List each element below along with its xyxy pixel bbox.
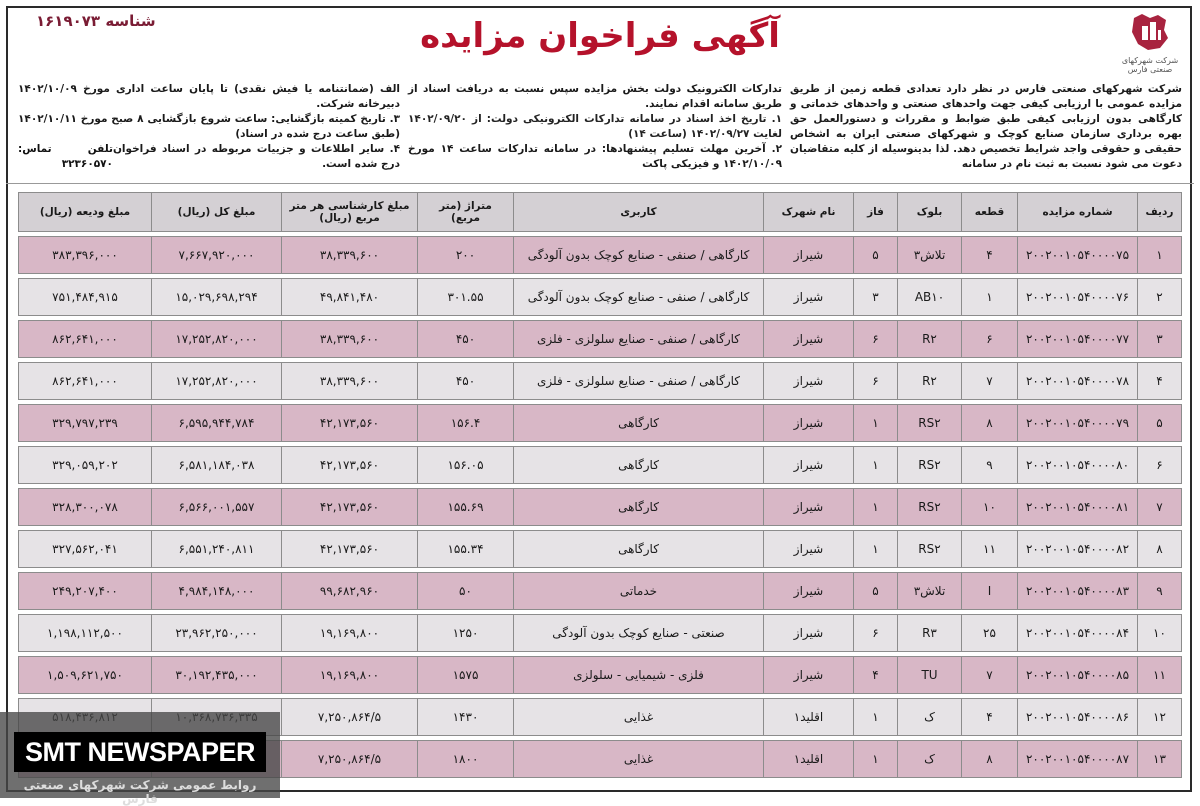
table-cell: ۶ <box>854 320 898 358</box>
table-cell: R۲ <box>898 362 962 400</box>
table-cell: شیراز <box>764 404 854 442</box>
table-cell: ۲۰۰۲۰۰۱۰۵۴۰۰۰۰۸۱ <box>1018 488 1138 526</box>
table-cell: ۶ <box>1138 446 1182 484</box>
table-cell: ۲۰۰۲۰۰۱۰۵۴۰۰۰۰۷۷ <box>1018 320 1138 358</box>
table-cell: ۴۵۰ <box>418 362 514 400</box>
column-header: مبلغ کل (ریال) <box>152 192 282 232</box>
table-row <box>18 446 1182 484</box>
table-cell: ۶ <box>962 320 1018 358</box>
table-cell: ک <box>898 698 962 736</box>
table-row <box>18 362 1182 400</box>
table-cell: ۴۲,۱۷۳,۵۶۰ <box>282 404 418 442</box>
table-cell: ۲۰۰۲۰۰۱۰۵۴۰۰۰۰۸۰ <box>1018 446 1138 484</box>
table-cell: ۹ <box>962 446 1018 484</box>
table-cell: ۲۳,۹۶۲,۲۵۰,۰۰۰ <box>152 614 282 652</box>
table-cell: ۴,۹۸۴,۱۴۸,۰۰۰ <box>152 572 282 610</box>
table-cell: ۱,۱۹۸,۱۱۲,۵۰۰ <box>18 614 152 652</box>
divider <box>6 183 1194 184</box>
intro-details <box>18 82 400 172</box>
table-cell: RS۲ <box>898 446 962 484</box>
table-cell: خدماتی <box>514 572 764 610</box>
table-cell: شیراز <box>764 446 854 484</box>
column-header: کاربری <box>514 192 764 232</box>
table-cell: R۲ <box>898 320 962 358</box>
column-header: مبلغ ودیعه (ریال) <box>18 192 152 232</box>
table-cell: ۱ <box>854 488 898 526</box>
table-cell: ۵ <box>1138 404 1182 442</box>
table-cell: ۶,۵۸۱,۱۸۴,۰۳۸ <box>152 446 282 484</box>
table-cell: ۱۱ <box>1138 656 1182 694</box>
column-header: فاز <box>854 192 898 232</box>
table-cell: ۴ <box>854 656 898 694</box>
table-cell: کارگاهی / صنفی - صنایع کوچک بدون آلودگی <box>514 236 764 274</box>
table-body <box>18 236 1182 778</box>
table-cell: ۱۵۵.۶۹ <box>418 488 514 526</box>
table-cell: شیراز <box>764 320 854 358</box>
table-row <box>18 488 1182 526</box>
table-row <box>18 530 1182 568</box>
table-cell: ۱,۵۰۹,۶۲۱,۷۵۰ <box>18 656 152 694</box>
table-cell: ۱۴۳۰ <box>418 698 514 736</box>
logo-icon <box>1128 10 1172 54</box>
table-cell: شیراز <box>764 530 854 568</box>
table-cell: ۸۶۲,۶۴۱,۰۰۰ <box>18 362 152 400</box>
table-cell: ۴۲,۱۷۳,۵۶۰ <box>282 488 418 526</box>
table-cell: ۸ <box>1138 530 1182 568</box>
table-cell: کارگاهی <box>514 530 764 568</box>
table-cell: ۱۵,۰۲۹,۶۹۸,۲۹۴ <box>152 278 282 316</box>
table-cell: ۱۱ <box>962 530 1018 568</box>
table-cell: ۳۲۸,۳۰۰,۰۷۸ <box>18 488 152 526</box>
table-cell: ۱ <box>1138 236 1182 274</box>
table-cell: تلاش۳ <box>898 572 962 610</box>
table-cell: ۱۸۰۰ <box>418 740 514 778</box>
column-header: نام شهرک <box>764 192 854 232</box>
table-cell: ۷,۲۵۰,۸۶۴/۵ <box>282 698 418 736</box>
intro-dates <box>408 82 782 172</box>
table-cell: RS۲ <box>898 404 962 442</box>
table-cell: ۴ <box>1138 362 1182 400</box>
page-title: آگهی فراخوان مزایده <box>420 16 780 56</box>
table-cell: R۳ <box>898 614 962 652</box>
table-cell: ۳۲۷,۵۶۲,۰۴۱ <box>18 530 152 568</box>
table-cell: ک <box>898 740 962 778</box>
table-row <box>18 278 1182 316</box>
column-header: بلوک <box>898 192 962 232</box>
table-cell: کارگاهی / صنفی - صنایع کوچک بدون آلودگی <box>514 278 764 316</box>
table-cell: کارگاهی / صنفی - صنایع سلولزی - فلزی <box>514 362 764 400</box>
table-cell: ۶ <box>854 362 898 400</box>
table-cell: ۲۰۰۲۰۰۱۰۵۴۰۰۰۰۷۸ <box>1018 362 1138 400</box>
table-cell: ۱۰ <box>1138 614 1182 652</box>
table-cell: اقلید۱ <box>764 740 854 778</box>
table-cell: ۳۸,۳۳۹,۶۰۰ <box>282 236 418 274</box>
table-cell: ۱۵۶.۴ <box>418 404 514 442</box>
table-cell: شیراز <box>764 614 854 652</box>
table-cell: ۷,۲۵۰,۸۶۴/۵ <box>282 740 418 778</box>
table-cell: ۲۰۰۲۰۰۱۰۵۴۰۰۰۰۷۶ <box>1018 278 1138 316</box>
table-cell: ۱۲ <box>1138 698 1182 736</box>
logo-caption: شرکت شهرکهای صنعتی فارس <box>1121 56 1179 74</box>
table-cell: شیراز <box>764 572 854 610</box>
table-cell: ۲۰۰۲۰۰۱۰۵۴۰۰۰۰۸۲ <box>1018 530 1138 568</box>
table-cell: ۱ <box>854 404 898 442</box>
table-cell: ۳۸۳,۳۹۶,۰۰۰ <box>18 236 152 274</box>
watermark <box>0 712 280 806</box>
table-cell: ۸۶۲,۶۴۱,۰۰۰ <box>18 320 152 358</box>
intro-text-3b: ۳. تاریخ کمیته بازگشایی: ساعت شروع بازگشایی ۸ صبح مورخ ۱۴۰۲/۱۰/۱۱ (طبق ساعت درج شده در اسناد) <box>18 113 401 140</box>
table-cell: ۱۰ <box>962 488 1018 526</box>
table-cell: کارگاهی <box>514 446 764 484</box>
table-cell: ۱۵۷۵ <box>418 656 514 694</box>
table-cell: ۹۹,۶۸۲,۹۶۰ <box>282 572 418 610</box>
table-cell: ۲۰۰۲۰۰۱۰۵۴۰۰۰۰۸۴ <box>1018 614 1138 652</box>
table-cell: ۳۲۹,۰۵۹,۲۰۲ <box>18 446 152 484</box>
intro-text-3a: الف (ضمانتنامه یا فیش نقدی) تا پایان ساعت اداری مورخ ۱۴۰۲/۱۰/۰۹ دبیرخانه شرکت. <box>18 83 400 110</box>
table-cell: ۸ <box>962 404 1018 442</box>
table-row <box>18 614 1182 652</box>
watermark-subtitle: روابط عمومی شرکت شهرکهای صنعتی فارس <box>23 778 257 806</box>
table-cell: ۱۷,۲۵۲,۸۲۰,۰۰۰ <box>152 320 282 358</box>
table-cell: ۲۰۰۲۰۰۱۰۵۴۰۰۰۰۸۶ <box>1018 698 1138 736</box>
table-cell: غذایی <box>514 698 764 736</box>
table-cell: ۳۰۱.۵۵ <box>418 278 514 316</box>
table-header <box>18 192 1182 232</box>
table-cell: ۳۲۹,۷۹۷,۲۳۹ <box>18 404 152 442</box>
table-cell: شیراز <box>764 278 854 316</box>
table-cell: ۱۷,۲۵۲,۸۲۰,۰۰۰ <box>152 362 282 400</box>
table-cell: صنعتی - صنایع کوچک بدون آلودگی <box>514 614 764 652</box>
table-row <box>18 236 1182 274</box>
table-cell: ۱ <box>854 446 898 484</box>
column-header: متراژ (متر مربع) <box>418 192 514 232</box>
table-cell: ۲۰۰۲۰۰۱۰۵۴۰۰۰۰۷۹ <box>1018 404 1138 442</box>
table-cell: کارگاهی <box>514 488 764 526</box>
table-cell: شیراز <box>764 488 854 526</box>
serial-number: شناسه ۱۶۱۹۰۷۳ <box>36 12 156 30</box>
table-cell: ۶,۵۶۶,۰۰۱,۵۵۷ <box>152 488 282 526</box>
table-cell: ۲۰۰۲۰۰۱۰۵۴۰۰۰۰۸۵ <box>1018 656 1138 694</box>
table-cell: ۶,۵۵۱,۲۴۰,۸۱۱ <box>152 530 282 568</box>
column-header: ردیف <box>1138 192 1182 232</box>
table-cell: ۹ <box>1138 572 1182 610</box>
table-cell: فلزی - شیمیایی - سلولزی <box>514 656 764 694</box>
table-cell: شیراز <box>764 236 854 274</box>
table-row <box>18 656 1182 694</box>
table-cell: RS۲ <box>898 488 962 526</box>
table-cell: TU <box>898 656 962 694</box>
table-cell: ۶ <box>854 614 898 652</box>
table-cell: ۳ <box>854 278 898 316</box>
company-logo <box>1120 10 1180 72</box>
table-cell: ۳۸,۳۳۹,۶۰۰ <box>282 362 418 400</box>
table-cell: ۳۰,۱۹۲,۴۳۵,۰۰۰ <box>152 656 282 694</box>
table-cell: I <box>962 572 1018 610</box>
table-row <box>18 404 1182 442</box>
table-cell: ۱ <box>854 698 898 736</box>
table-cell: ۲۰۰۲۰۰۱۰۵۴۰۰۰۰۸۳ <box>1018 572 1138 610</box>
table-cell: ۷ <box>1138 488 1182 526</box>
table-cell: ۱۹,۱۶۹,۸۰۰ <box>282 656 418 694</box>
auction-table <box>18 188 1182 782</box>
table-cell: ۳۸,۳۳۹,۶۰۰ <box>282 320 418 358</box>
table-cell: ۴ <box>962 698 1018 736</box>
table-cell: غذایی <box>514 740 764 778</box>
table-cell: ۱۹,۱۶۹,۸۰۰ <box>282 614 418 652</box>
intro-text-2a: تدارکات الکترونیک دولت بخش مزایده سپس نسبت به دریافت اسناد از طریق سامانه اقدام نمایند. <box>408 83 782 110</box>
column-header: مبلغ کارشناسی هر متر مربع (ریال) <box>282 192 418 232</box>
table-cell: ۷ <box>962 656 1018 694</box>
table-row <box>18 320 1182 358</box>
table-cell: ۴۲,۱۷۳,۵۶۰ <box>282 530 418 568</box>
table-cell: ۶,۵۹۵,۹۴۴,۷۸۴ <box>152 404 282 442</box>
column-header: شماره مزایده <box>1018 192 1138 232</box>
table-cell: ۸ <box>962 740 1018 778</box>
table-cell: ۱ <box>854 530 898 568</box>
table-cell: کارگاهی <box>514 404 764 442</box>
watermark-brand: SMT NEWSPAPER <box>14 732 266 772</box>
table-cell: شیراز <box>764 362 854 400</box>
table-cell: ۲۵ <box>962 614 1018 652</box>
intro-text-2c: ۲. آخرین مهلت تسلیم پیشنهادها: در سامانه تدارکات ساعت ۱۴ مورخ ۱۴۰۲/۱۰/۰۹ و فیزیکی پاکت <box>408 143 782 170</box>
table-cell: ۱۳ <box>1138 740 1182 778</box>
table-cell: کارگاهی / صنفی - صنایع سلولزی - فلزی <box>514 320 764 358</box>
table-cell: ۲ <box>1138 278 1182 316</box>
intro-paragraph <box>790 82 1182 172</box>
table-cell: ۴۵۰ <box>418 320 514 358</box>
intro-text-1: شرکت شهرکهای صنعتی فارس در نظر دارد تعدادی قطعه زمین از طریق مزایده عمومی با ارزیابی کیفی جهت واحدهای صنعتی و واحدهای خدماتی و کارگاهی بدون ارزیابی کیفی طبق ضوابط و مقررات و دستورالعمل حق بهره برداری سازمان صنایع کوچک و شهرکهای صنعتی ایران به اشخاص حقیقی و حقوقی واجد شرایط تخصیص دهد. لذا بدینوسیله از کلیه متقاضیان دعوت می شود نسبت به ثبت نام در سامانه <box>790 83 1182 170</box>
table-cell: ۵۰ <box>418 572 514 610</box>
intro-text-2b: ۱. تاریخ اخذ اسناد در سامانه تدارکات الکترونیکی دولت: از ۱۴۰۲/۰۹/۲۰ لغایت ۱۴۰۲/۰۹/۲۷ (ساعت ۱۴) <box>408 113 782 140</box>
table-cell: ۷۵۱,۴۸۴,۹۱۵ <box>18 278 152 316</box>
table-cell: اقلید۱ <box>764 698 854 736</box>
table-cell: ۱۲۵۰ <box>418 614 514 652</box>
table-cell: ۷ <box>962 362 1018 400</box>
table-cell: ۱ <box>962 278 1018 316</box>
table-cell: ۱ <box>854 740 898 778</box>
table-cell: ۴ <box>962 236 1018 274</box>
table-cell: ۷,۶۶۷,۹۲۰,۰۰۰ <box>152 236 282 274</box>
table-cell: ۲۰۰۲۰۰۱۰۵۴۰۰۰۰۷۵ <box>1018 236 1138 274</box>
table-cell: تلاش۳ <box>898 236 962 274</box>
table-cell: ۱۵۵.۳۴ <box>418 530 514 568</box>
table-cell: ۲۴۹,۲۰۷,۴۰۰ <box>18 572 152 610</box>
column-header: قطعه <box>962 192 1018 232</box>
table-cell: ۵ <box>854 236 898 274</box>
table-cell: ۴۲,۱۷۳,۵۶۰ <box>282 446 418 484</box>
table-cell: ۳ <box>1138 320 1182 358</box>
table-row <box>18 572 1182 610</box>
table-cell: RS۲ <box>898 530 962 568</box>
table-cell: ۲۰۰ <box>418 236 514 274</box>
intro-text-3c: ۴. سایر اطلاعات و جزییات مربوطه در اسناد فراخوان درج شده است. <box>112 143 400 170</box>
table-cell: ۲۰۰۲۰۰۱۰۵۴۰۰۰۰۸۷ <box>1018 740 1138 778</box>
table-cell: ۱۵۶.۰۵ <box>418 446 514 484</box>
table-cell: AB۱۰ <box>898 278 962 316</box>
table-cell: ۵ <box>854 572 898 610</box>
contact-phone: تلفن تماس: ۳۲۳۶۰۵۷۰ <box>18 143 113 170</box>
table-cell: شیراز <box>764 656 854 694</box>
table-cell: ۴۹,۸۴۱,۴۸۰ <box>282 278 418 316</box>
